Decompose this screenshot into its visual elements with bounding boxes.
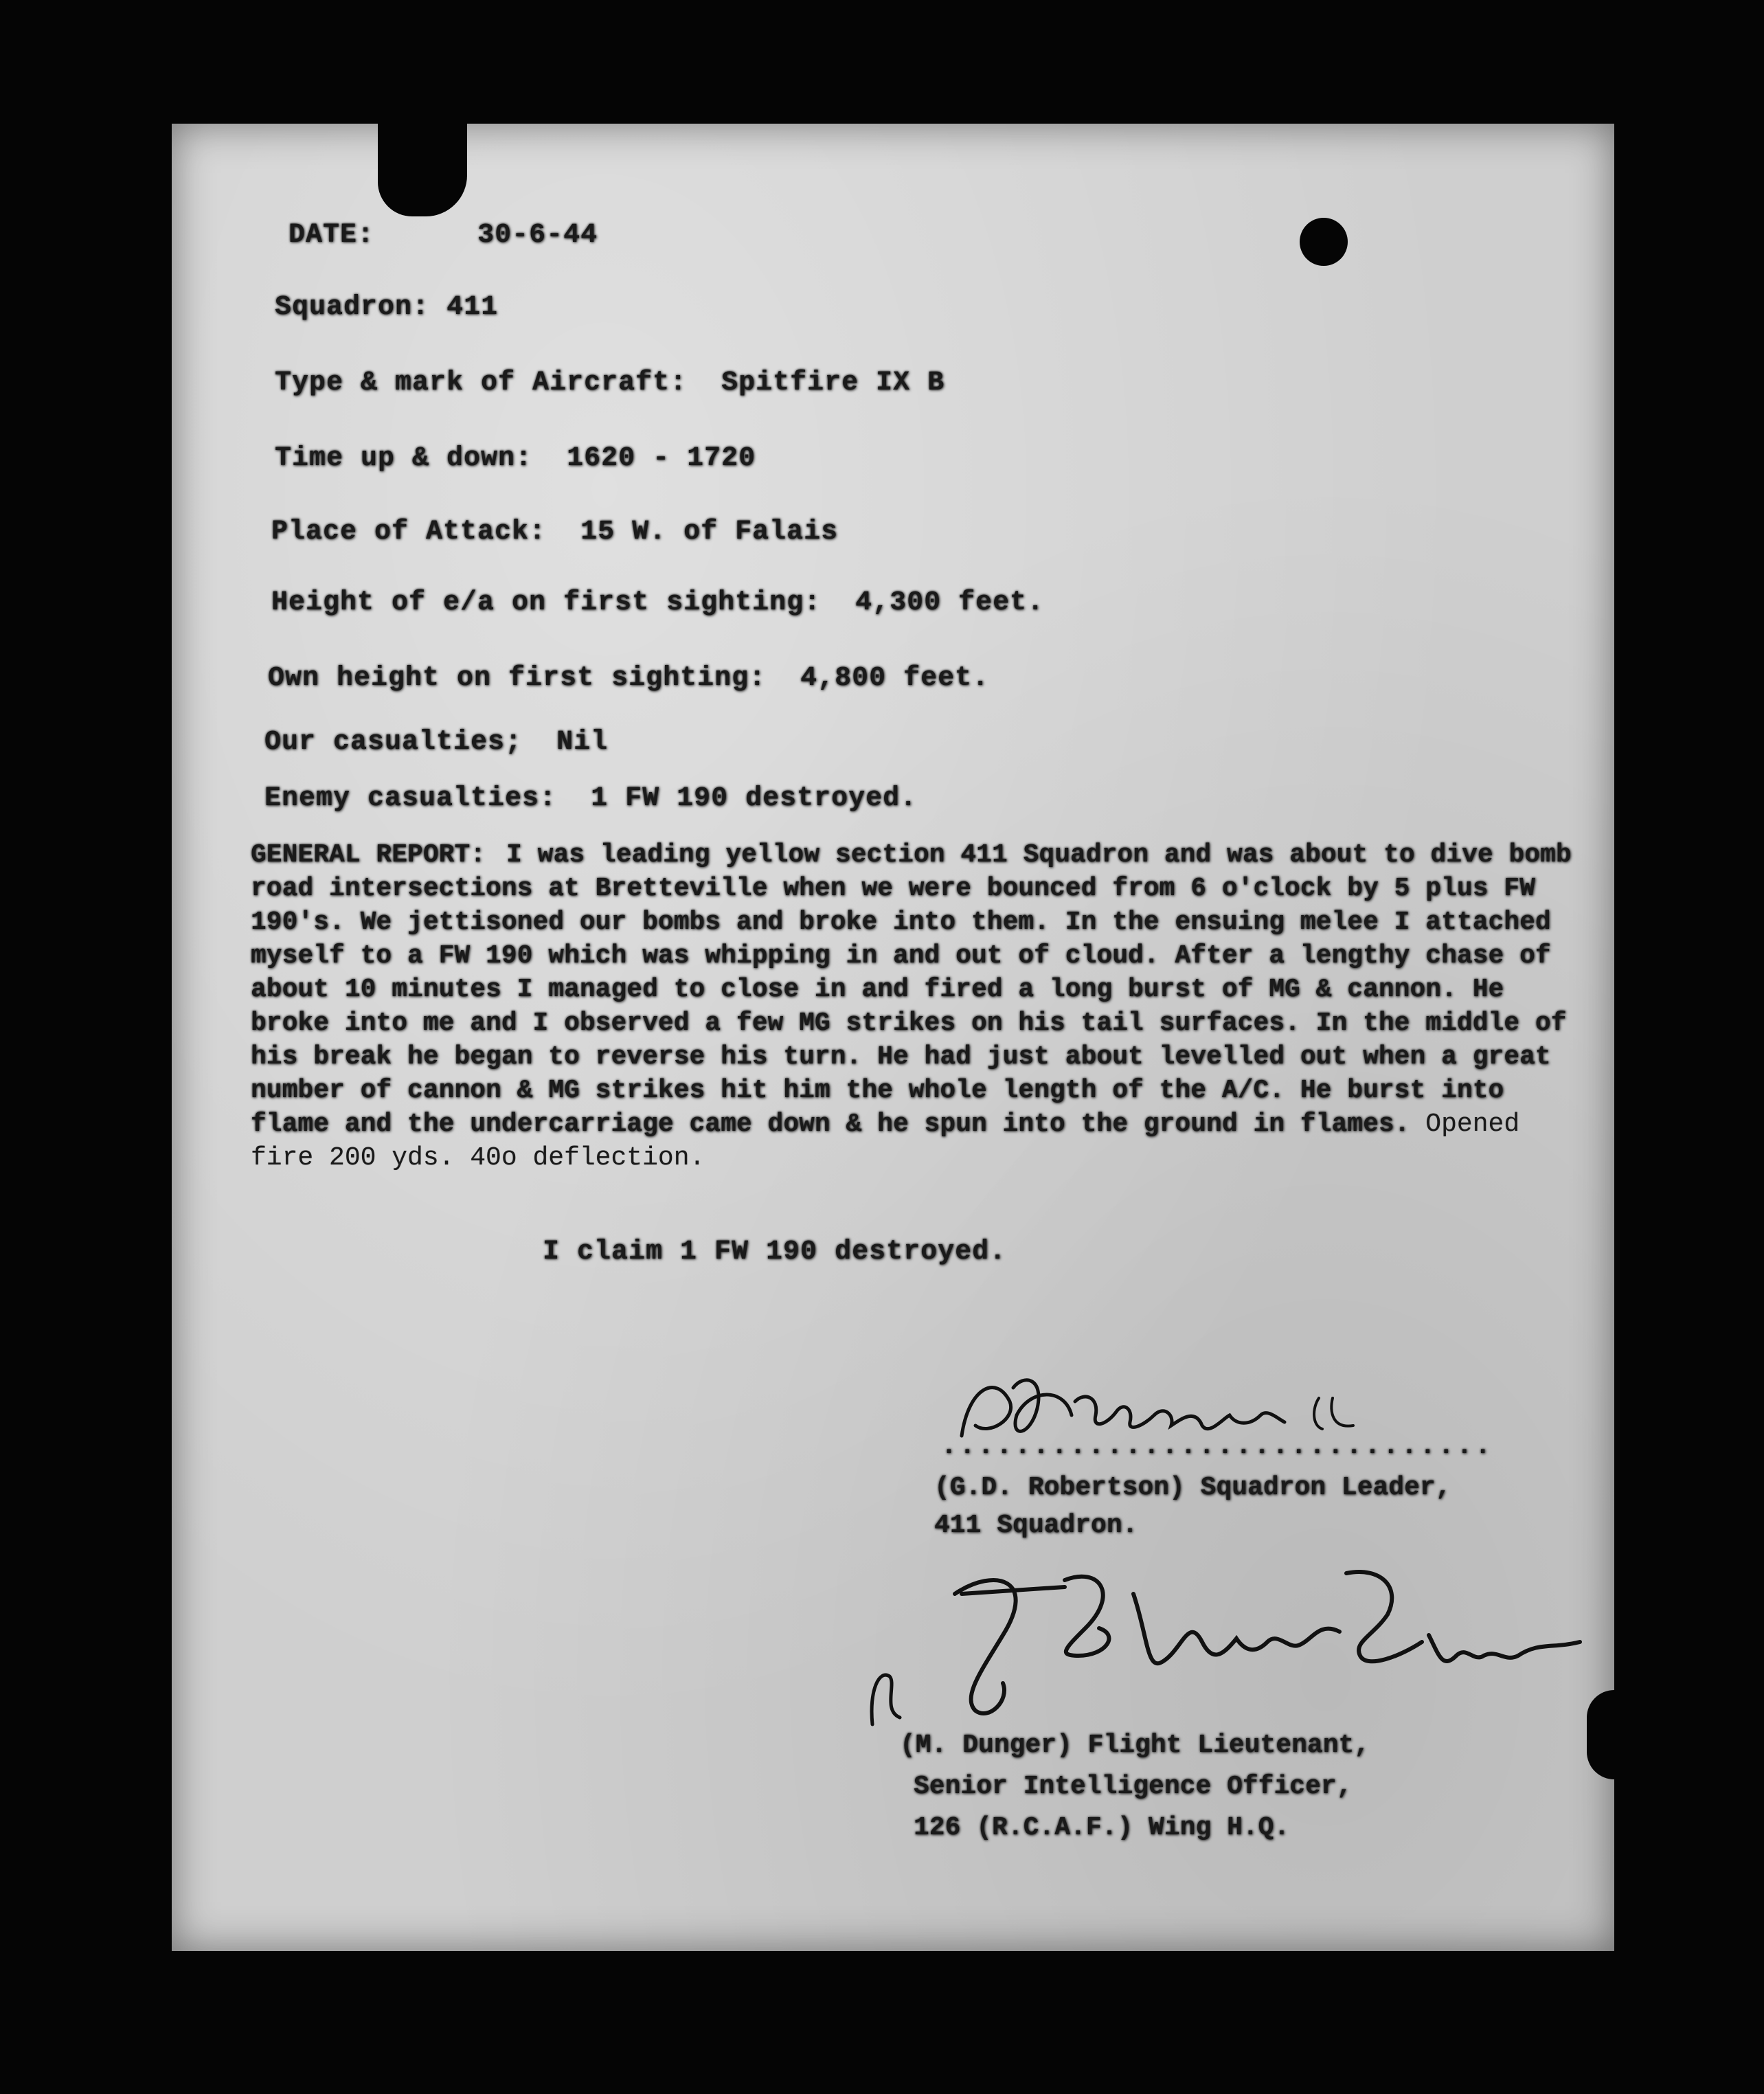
pilot-name-line: (G.D. Robertson) Squadron Leader, — [934, 1473, 1451, 1502]
officer-unit-line: 126 (R.C.A.F.) Wing H.Q. — [914, 1813, 1290, 1843]
general-report — [251, 838, 1597, 1175]
enemy-casualties-value: 1 FW 190 destroyed. — [591, 783, 918, 814]
place-field — [271, 517, 838, 548]
date-field — [289, 220, 598, 251]
time-label: Time up & down: — [275, 443, 533, 474]
aircraft-value: Spitfire IX B — [721, 368, 945, 398]
signature-dotted-line: .............................. — [941, 1432, 1494, 1461]
own-height-field — [268, 663, 989, 694]
general-report-text: I was leading yellow section 411 Squadron and was about to dive bomb road intersections at Bretteville when we were bounced from 6 o'clock by 5 plus FW 190's. We jettisoned our bombs and broke into them. In the ensuing melee I attached myself to a FW 190 which was whipping in and out of cloud. After a lengthy chase of about 10 minutes I managed to close in and fired a long burst of MG & cannon. He broke into me and I observed a few MG strikes on his tail surfaces. In the middle of his break he began to reverse his turn. He had just about levelled out when a great number of cannon & MG strikes hit him the whole length of the A/C. He burst into flame and the undercarriage came down & he spun into the ground in flames. — [251, 840, 1572, 1139]
pilot-unit-line: 411 Squadron. — [934, 1511, 1138, 1540]
aircraft-label: Type & mark of Aircraft: — [275, 368, 688, 398]
place-label: Place of Attack: — [271, 517, 547, 548]
torn-corner — [378, 124, 467, 216]
our-casualties-field — [264, 727, 608, 758]
squadron-label: Squadron: — [275, 292, 430, 323]
aircraft-field — [275, 368, 945, 398]
officer-name-line: (M. Dunger) Flight Lieutenant, — [900, 1731, 1370, 1760]
enemy-height-value: 4,300 feet. — [855, 587, 1045, 618]
our-casualties-value: Nil — [556, 727, 609, 758]
enemy-casualties-label: Enemy casualties: — [264, 783, 557, 814]
edge-tear — [1587, 1690, 1614, 1779]
time-field — [275, 443, 756, 474]
own-height-label: Own height on first sighting: — [268, 663, 767, 694]
punch-hole — [1300, 218, 1348, 266]
time-value: 1620 - 1720 — [567, 443, 756, 474]
document-page — [172, 124, 1614, 1951]
squadron-value: 411 — [446, 292, 499, 323]
officer-title-line: Senior Intelligence Officer, — [914, 1772, 1353, 1801]
claim-line: I claim 1 FW 190 destroyed. — [543, 1237, 1007, 1268]
enemy-casualties-field — [264, 783, 917, 814]
officer-signature — [859, 1553, 1587, 1731]
general-report-label: GENERAL REPORT: — [251, 840, 486, 870]
enemy-height-label: Height of e/a on first sighting: — [271, 587, 822, 618]
own-height-value: 4,800 feet. — [800, 663, 990, 694]
report-addendum: Opened fire 200 yds. 40o deflection. — [251, 1110, 1520, 1173]
squadron-field — [275, 292, 498, 323]
our-casualties-label: Our casualties; — [264, 727, 523, 758]
date-value: 30-6-44 — [477, 220, 598, 251]
enemy-height-field — [271, 587, 1044, 618]
date-label: DATE: — [289, 220, 375, 251]
place-value: 15 W. of Falais — [580, 517, 839, 548]
